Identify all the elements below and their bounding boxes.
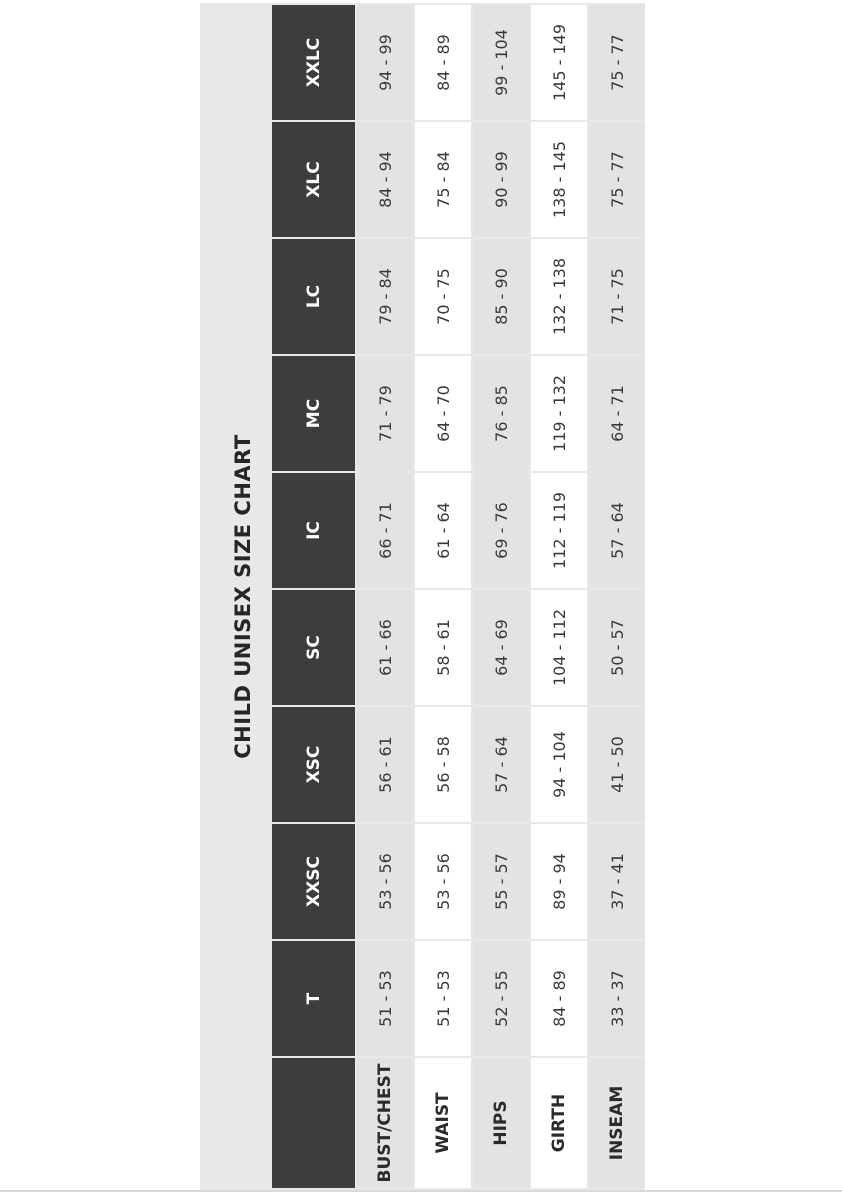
size-header: XSC — [272, 707, 355, 822]
table-cell: 76 - 85 — [473, 356, 529, 471]
header-corner — [272, 1058, 355, 1188]
size-header: T — [272, 941, 355, 1056]
size-chart-rotated — [200, 3, 645, 1190]
table-cell: 53 - 56 — [415, 824, 471, 939]
table-cell: 104 - 112 — [531, 590, 587, 705]
table-cell: 132 - 138 — [531, 239, 587, 354]
size-chart-panel — [200, 3, 645, 1190]
table-cell: 37 - 41 — [589, 824, 645, 939]
table-cell: 56 - 61 — [357, 707, 413, 822]
row-label: WAIST — [415, 1058, 471, 1188]
table-cell: 61 - 64 — [415, 473, 471, 588]
table-cell: 70 - 75 — [415, 239, 471, 354]
table-row-bust-chest — [357, 5, 413, 1188]
table-cell: 75 - 77 — [589, 5, 645, 120]
table-cell: 41 - 50 — [589, 707, 645, 822]
table-cell: 75 - 84 — [415, 122, 471, 237]
size-header-row — [272, 5, 355, 1188]
table-cell: 119 - 132 — [531, 356, 587, 471]
size-header: IC — [272, 473, 355, 588]
table-cell: 90 - 99 — [473, 122, 529, 237]
table-cell: 112 - 119 — [531, 473, 587, 588]
row-label: HIPS — [473, 1058, 529, 1188]
table-cell: 99 - 104 — [473, 5, 529, 120]
table-cell: 64 - 69 — [473, 590, 529, 705]
table-row-inseam — [589, 5, 645, 1188]
table-cell: 57 - 64 — [589, 473, 645, 588]
table-row-waist — [415, 5, 471, 1188]
table-cell: 94 - 99 — [357, 5, 413, 120]
row-label: GIRTH — [531, 1058, 587, 1188]
table-cell: 84 - 94 — [357, 122, 413, 237]
table-cell: 75 - 77 — [589, 122, 645, 237]
table-cell: 51 - 53 — [357, 941, 413, 1056]
table-cell: 53 - 56 — [357, 824, 413, 939]
row-label: BUST/CHEST — [357, 1058, 413, 1188]
table-cell: 69 - 76 — [473, 473, 529, 588]
table-cell: 64 - 71 — [589, 356, 645, 471]
chart-title: CHILD UNISEX SIZE CHART — [231, 434, 255, 759]
table-cell: 64 - 70 — [415, 356, 471, 471]
table-cell: 50 - 57 — [589, 590, 645, 705]
table-cell: 145 - 149 — [531, 5, 587, 120]
table-cell: 94 - 104 — [531, 707, 587, 822]
size-header: XLC — [272, 122, 355, 237]
table-cell: 56 - 58 — [415, 707, 471, 822]
table-cell: 71 - 75 — [589, 239, 645, 354]
table-cell: 61 - 66 — [357, 590, 413, 705]
table-cell: 55 - 57 — [473, 824, 529, 939]
size-header: SC — [272, 590, 355, 705]
table-cell: 66 - 71 — [357, 473, 413, 588]
table-cell: 84 - 89 — [415, 5, 471, 120]
size-header: MC — [272, 356, 355, 471]
table-row-hips — [473, 5, 529, 1188]
table-cell: 71 - 79 — [357, 356, 413, 471]
table-cell: 79 - 84 — [357, 239, 413, 354]
table-cell: 84 - 89 — [531, 941, 587, 1056]
table-cell: 57 - 64 — [473, 707, 529, 822]
table-cell: 33 - 37 — [589, 941, 645, 1056]
table-cell: 138 - 145 — [531, 122, 587, 237]
table-cell: 85 - 90 — [473, 239, 529, 354]
size-header: XXLC — [272, 5, 355, 120]
table-cell: 51 - 53 — [415, 941, 471, 1056]
size-header: LC — [272, 239, 355, 354]
size-chart-table — [270, 3, 647, 1190]
row-label: INSEAM — [589, 1058, 645, 1188]
table-cell: 58 - 61 — [415, 590, 471, 705]
table-row-girth — [531, 5, 587, 1188]
table-cell: 89 - 94 — [531, 824, 587, 939]
table-cell: 52 - 55 — [473, 941, 529, 1056]
size-header: XXSC — [272, 824, 355, 939]
